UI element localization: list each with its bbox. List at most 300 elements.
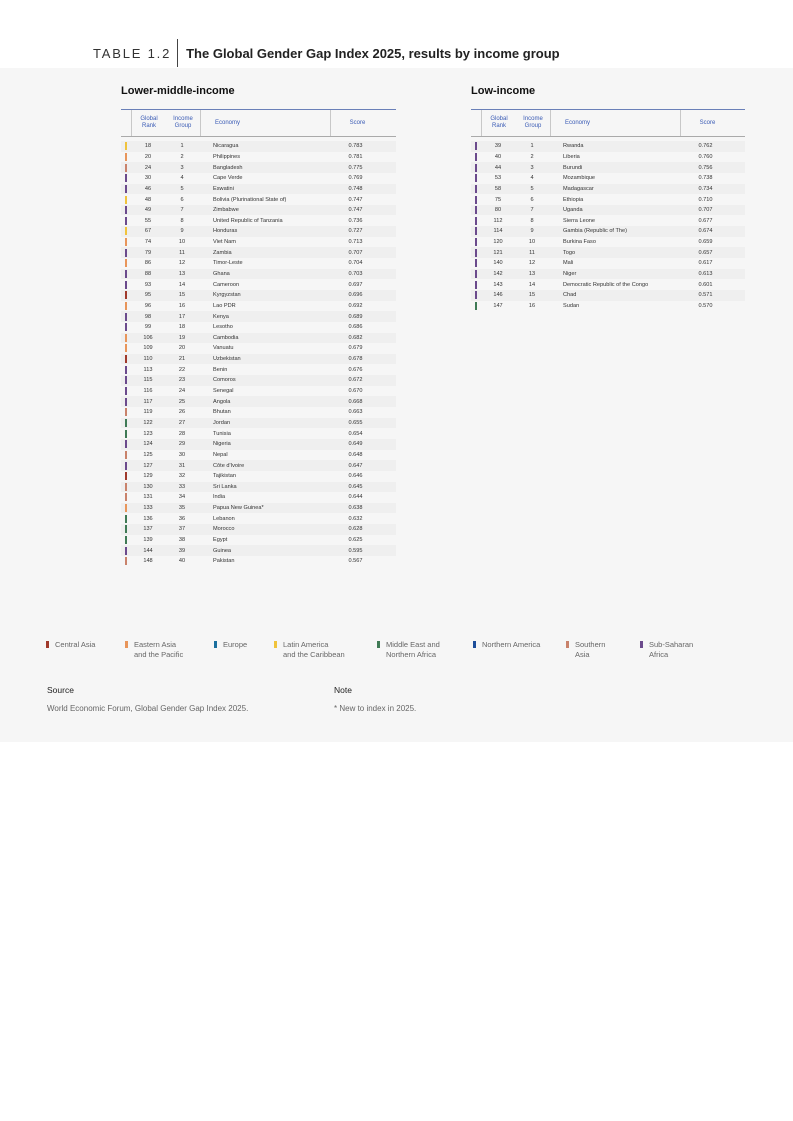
page-title: The Global Gender Gap Index 2025, results by income group bbox=[186, 45, 560, 61]
table-number: TABLE 1.2 bbox=[93, 45, 172, 61]
score-cell: 0.696 bbox=[348, 292, 363, 299]
table-low-income bbox=[471, 84, 745, 311]
region-marker bbox=[125, 313, 127, 321]
rank-cell: 96 bbox=[144, 302, 152, 309]
economy-cell: Gambia (Republic of The) bbox=[563, 228, 627, 235]
legend-item-middle-east bbox=[377, 640, 440, 659]
rank-cell: 130 bbox=[143, 483, 153, 490]
score-cell: 0.707 bbox=[698, 207, 713, 214]
group-cell: 31 bbox=[178, 462, 186, 469]
score-cell: 0.713 bbox=[348, 239, 363, 246]
region-marker bbox=[125, 557, 127, 565]
group-cell: 15 bbox=[178, 292, 186, 299]
region-marker bbox=[125, 291, 127, 299]
score-cell: 0.697 bbox=[348, 281, 363, 288]
region-marker bbox=[125, 515, 127, 523]
economy-cell: Bolivia (Plurinational State of) bbox=[213, 196, 287, 203]
table-header bbox=[93, 38, 560, 68]
region-marker bbox=[125, 302, 127, 310]
table-row bbox=[471, 301, 745, 312]
region-marker bbox=[125, 270, 127, 278]
region-marker bbox=[125, 472, 127, 480]
score-cell: 0.613 bbox=[698, 271, 713, 277]
col-group-label: Income Group bbox=[523, 116, 543, 129]
region-marker bbox=[125, 185, 127, 193]
score-cell: 0.646 bbox=[348, 473, 363, 480]
group-cell: 37 bbox=[178, 526, 186, 533]
economy-cell: Uganda bbox=[563, 207, 583, 214]
economy-cell: Uzbekistan bbox=[213, 356, 241, 363]
legend-swatch bbox=[125, 641, 128, 648]
rank-cell: 117 bbox=[143, 398, 153, 405]
group-cell: 11 bbox=[179, 249, 185, 256]
economy-cell: Senegal bbox=[213, 388, 234, 395]
region-marker bbox=[125, 217, 127, 225]
score-cell: 0.783 bbox=[348, 143, 363, 150]
table-row bbox=[121, 205, 396, 216]
region-marker bbox=[125, 164, 127, 172]
rank-cell: 119 bbox=[143, 409, 153, 416]
score-cell: 0.769 bbox=[348, 175, 363, 182]
economy-cell: Kyrgyzstan bbox=[213, 292, 241, 299]
economy-cell: Rwanda bbox=[563, 143, 584, 150]
region-marker bbox=[475, 164, 477, 172]
economy-cell: Pakistan bbox=[213, 558, 235, 565]
score-cell: 0.672 bbox=[348, 377, 363, 384]
group-cell: 12 bbox=[528, 260, 536, 267]
table-row bbox=[121, 535, 396, 546]
head-spacer bbox=[471, 110, 481, 136]
rank-cell: 80 bbox=[494, 207, 502, 214]
group-cell: 6 bbox=[180, 196, 184, 203]
score-cell: 0.676 bbox=[348, 366, 363, 373]
score-cell: 0.710 bbox=[698, 196, 713, 203]
legend-swatch bbox=[274, 641, 277, 648]
economy-cell: Bangladesh bbox=[213, 164, 243, 171]
table-row bbox=[121, 322, 396, 333]
note-block bbox=[334, 685, 416, 713]
score-cell: 0.738 bbox=[698, 175, 713, 182]
table-row bbox=[471, 205, 745, 216]
group-cell: 38 bbox=[178, 537, 186, 544]
region-marker bbox=[475, 217, 477, 225]
col-score-label: Score bbox=[349, 119, 366, 126]
region-marker bbox=[125, 440, 127, 448]
col-score bbox=[330, 110, 384, 136]
score-cell: 0.679 bbox=[348, 345, 363, 352]
region-marker bbox=[125, 536, 127, 544]
col-economy-label: Economy bbox=[565, 119, 591, 126]
table-row bbox=[121, 237, 396, 248]
score-cell: 0.703 bbox=[348, 271, 363, 277]
header-divider bbox=[177, 39, 178, 67]
rank-cell: 24 bbox=[144, 164, 152, 171]
economy-cell: Papua New Guinea* bbox=[213, 505, 264, 512]
rank-cell: 144 bbox=[143, 547, 153, 554]
region-marker bbox=[125, 227, 127, 235]
score-cell: 0.625 bbox=[348, 537, 363, 544]
rank-cell: 106 bbox=[143, 334, 153, 341]
economy-cell: Lesotho bbox=[213, 324, 233, 331]
rank-cell: 74 bbox=[144, 239, 152, 246]
economy-cell: Chad bbox=[563, 292, 577, 299]
group-cell: 29 bbox=[178, 441, 186, 448]
score-cell: 0.567 bbox=[348, 558, 363, 565]
group-cell: 15 bbox=[528, 292, 536, 299]
legend-swatch bbox=[640, 641, 643, 648]
rank-cell: 123 bbox=[143, 430, 153, 437]
table-row bbox=[121, 301, 396, 312]
legend-item-sub-saharan-africa bbox=[640, 640, 693, 659]
economy-cell: Egypt bbox=[213, 537, 228, 544]
group-cell: 2 bbox=[530, 153, 534, 160]
score-cell: 0.663 bbox=[348, 409, 363, 416]
note-heading: Note bbox=[334, 685, 352, 695]
rank-cell: 143 bbox=[493, 281, 503, 288]
score-cell: 0.617 bbox=[698, 260, 713, 267]
region-marker bbox=[475, 281, 477, 289]
rank-cell: 137 bbox=[143, 526, 153, 533]
group-cell: 7 bbox=[530, 207, 534, 214]
score-cell: 0.748 bbox=[348, 185, 363, 192]
rank-cell: 142 bbox=[493, 271, 503, 277]
rank-cell: 99 bbox=[144, 324, 152, 331]
table-row bbox=[121, 333, 396, 344]
rank-cell: 40 bbox=[494, 153, 502, 160]
rank-cell: 30 bbox=[144, 175, 152, 182]
legend-label: Central Asia bbox=[55, 640, 96, 649]
region-marker bbox=[125, 142, 127, 150]
score-cell: 0.654 bbox=[348, 430, 363, 437]
col-rank bbox=[131, 110, 166, 136]
table-body bbox=[121, 141, 396, 567]
table-row bbox=[121, 396, 396, 407]
region-marker bbox=[125, 408, 127, 416]
legend-label: Latin America and the Caribbean bbox=[283, 640, 345, 659]
table-row bbox=[121, 386, 396, 397]
economy-cell: Zimbabwe bbox=[213, 207, 239, 214]
economy-cell: Timor-Leste bbox=[213, 260, 243, 267]
group-cell: 36 bbox=[178, 515, 186, 522]
col-rank bbox=[481, 110, 516, 136]
table-row bbox=[121, 162, 396, 173]
economy-cell: Zambia bbox=[213, 249, 232, 256]
economy-cell: Lao PDR bbox=[213, 302, 236, 309]
region-marker bbox=[475, 174, 477, 182]
economy-cell: Democratic Republic of the Congo bbox=[563, 281, 649, 288]
rank-cell: 46 bbox=[144, 185, 152, 192]
table-row bbox=[121, 375, 396, 386]
table-row bbox=[471, 279, 745, 290]
economy-cell: Burkina Faso bbox=[563, 239, 596, 246]
region-legend bbox=[46, 640, 766, 664]
rank-cell: 133 bbox=[143, 505, 153, 512]
group-cell: 35 bbox=[178, 505, 186, 512]
region-marker bbox=[125, 483, 127, 491]
score-cell: 0.736 bbox=[348, 217, 363, 224]
region-marker bbox=[475, 291, 477, 299]
region-marker bbox=[125, 174, 127, 182]
region-marker bbox=[125, 525, 127, 533]
table-row bbox=[121, 290, 396, 301]
economy-cell: Tunisia bbox=[213, 430, 231, 437]
rank-cell: 55 bbox=[144, 217, 152, 224]
group-cell: 8 bbox=[180, 217, 184, 224]
table-row bbox=[121, 258, 396, 269]
score-cell: 0.674 bbox=[698, 228, 713, 235]
group-cell: 21 bbox=[178, 356, 186, 363]
score-cell: 0.647 bbox=[348, 462, 363, 469]
score-cell: 0.649 bbox=[348, 441, 363, 448]
table-row bbox=[121, 524, 396, 535]
group-cell: 9 bbox=[530, 228, 534, 235]
score-cell: 0.645 bbox=[348, 483, 363, 490]
group-cell: 5 bbox=[180, 185, 184, 192]
legend-swatch bbox=[214, 641, 217, 648]
table-row bbox=[471, 141, 745, 152]
economy-cell: Madagascar bbox=[563, 185, 594, 192]
table-row bbox=[121, 482, 396, 493]
col-economy bbox=[550, 110, 680, 136]
region-marker bbox=[125, 323, 127, 331]
group-cell: 16 bbox=[178, 302, 186, 309]
economy-cell: Guinea bbox=[213, 547, 232, 554]
legend-item-europe bbox=[214, 640, 247, 650]
rank-cell: 88 bbox=[144, 271, 152, 277]
economy-cell: Lebanon bbox=[213, 515, 235, 522]
table-row bbox=[121, 460, 396, 471]
economy-cell: Vanuatu bbox=[213, 345, 234, 352]
group-cell: 39 bbox=[178, 547, 186, 554]
score-cell: 0.657 bbox=[698, 249, 713, 256]
rank-cell: 114 bbox=[493, 228, 503, 235]
economy-cell: Comoros bbox=[213, 377, 236, 384]
region-marker bbox=[125, 249, 127, 257]
table-row bbox=[471, 173, 745, 184]
rank-cell: 95 bbox=[144, 292, 152, 299]
col-rank-label: Global Rank bbox=[140, 116, 158, 129]
score-cell: 0.670 bbox=[348, 388, 363, 395]
group-cell: 12 bbox=[178, 260, 186, 267]
economy-cell: Ghana bbox=[213, 271, 230, 277]
table-row bbox=[471, 152, 745, 163]
region-marker bbox=[125, 376, 127, 384]
rank-cell: 53 bbox=[494, 175, 502, 182]
rank-cell: 110 bbox=[143, 356, 153, 363]
table-row bbox=[121, 364, 396, 375]
table-row bbox=[121, 173, 396, 184]
group-cell: 40 bbox=[178, 558, 186, 565]
score-cell: 0.644 bbox=[348, 494, 363, 501]
rank-cell: 20 bbox=[144, 153, 152, 160]
region-marker bbox=[125, 196, 127, 204]
economy-cell: Benin bbox=[213, 366, 228, 373]
table-row bbox=[471, 194, 745, 205]
score-cell: 0.655 bbox=[348, 419, 363, 426]
group-cell: 10 bbox=[528, 239, 536, 246]
table-row bbox=[121, 418, 396, 429]
region-marker bbox=[125, 398, 127, 406]
region-marker bbox=[125, 334, 127, 342]
table-row bbox=[121, 407, 396, 418]
rank-cell: 86 bbox=[144, 260, 152, 267]
score-cell: 0.648 bbox=[348, 451, 363, 458]
rank-cell: 120 bbox=[493, 239, 503, 246]
region-marker bbox=[125, 366, 127, 374]
legend-swatch bbox=[377, 641, 380, 648]
group-cell: 13 bbox=[178, 271, 186, 277]
source-heading: Source bbox=[47, 685, 74, 695]
group-cell: 10 bbox=[178, 239, 186, 246]
group-cell: 6 bbox=[530, 196, 534, 203]
group-cell: 25 bbox=[178, 398, 186, 405]
economy-cell: Mali bbox=[563, 260, 574, 267]
score-cell: 0.689 bbox=[348, 313, 363, 320]
region-marker bbox=[475, 142, 477, 150]
table-row bbox=[121, 152, 396, 163]
col-score-label: Score bbox=[699, 119, 716, 126]
group-cell: 27 bbox=[178, 419, 186, 426]
region-marker bbox=[125, 153, 127, 161]
group-cell: 7 bbox=[180, 207, 184, 214]
rank-cell: 67 bbox=[144, 228, 152, 235]
group-cell: 2 bbox=[180, 153, 184, 160]
score-cell: 0.659 bbox=[698, 239, 713, 246]
group-cell: 4 bbox=[180, 175, 184, 182]
economy-cell: Sudan bbox=[563, 302, 580, 309]
region-marker bbox=[475, 185, 477, 193]
economy-cell: Nepal bbox=[213, 451, 228, 458]
group-cell: 4 bbox=[530, 175, 534, 182]
rank-cell: 93 bbox=[144, 281, 152, 288]
table-head bbox=[471, 109, 745, 137]
table-lower-middle-income bbox=[121, 84, 396, 567]
legend-item-latin-america bbox=[274, 640, 345, 659]
table-row bbox=[121, 556, 396, 567]
score-cell: 0.734 bbox=[698, 185, 713, 192]
rank-cell: 140 bbox=[493, 260, 503, 267]
rank-cell: 58 bbox=[494, 185, 502, 192]
rank-cell: 49 bbox=[144, 207, 152, 214]
table-row bbox=[121, 247, 396, 258]
legend-swatch bbox=[566, 641, 569, 648]
score-cell: 0.756 bbox=[698, 164, 713, 171]
economy-cell: Angola bbox=[213, 398, 231, 405]
group-cell: 17 bbox=[178, 313, 186, 320]
table-row bbox=[471, 258, 745, 269]
economy-cell: United Republic of Tanzania bbox=[213, 217, 283, 224]
table-row bbox=[121, 311, 396, 322]
table-row bbox=[121, 194, 396, 205]
rank-cell: 115 bbox=[143, 377, 153, 384]
rank-cell: 147 bbox=[493, 302, 503, 309]
economy-cell: Burundi bbox=[563, 164, 583, 171]
region-marker bbox=[125, 344, 127, 352]
economy-cell: Nicaragua bbox=[213, 143, 239, 150]
economy-cell: Kenya bbox=[213, 313, 229, 320]
economy-cell: Morocco bbox=[213, 526, 235, 533]
score-cell: 0.632 bbox=[348, 515, 363, 522]
rank-cell: 44 bbox=[494, 164, 502, 171]
rank-cell: 127 bbox=[143, 462, 153, 469]
note-text: * New to index in 2025. bbox=[334, 704, 417, 713]
rank-cell: 113 bbox=[143, 366, 153, 373]
group-cell: 32 bbox=[178, 473, 186, 480]
economy-cell: Honduras bbox=[213, 228, 238, 235]
group-cell: 3 bbox=[530, 164, 534, 171]
legend-label: Eastern Asia and the Pacific bbox=[134, 640, 184, 659]
rank-cell: 75 bbox=[494, 196, 502, 203]
economy-cell: Cambodia bbox=[213, 334, 239, 341]
group-cell: 8 bbox=[530, 217, 534, 224]
col-economy bbox=[200, 110, 330, 136]
rank-cell: 139 bbox=[143, 537, 153, 544]
region-marker bbox=[125, 355, 127, 363]
table-row bbox=[121, 513, 396, 524]
score-cell: 0.704 bbox=[348, 260, 363, 267]
economy-cell: Cameroon bbox=[213, 281, 240, 288]
legend-label: Northern America bbox=[482, 640, 541, 649]
col-economy-label: Economy bbox=[215, 119, 241, 126]
group-cell: 23 bbox=[178, 377, 186, 384]
score-cell: 0.692 bbox=[348, 302, 363, 309]
table-title: Low-income bbox=[471, 85, 536, 97]
score-cell: 0.628 bbox=[348, 526, 363, 533]
legend-label: Sub-Saharan Africa bbox=[649, 640, 694, 659]
table-row bbox=[471, 226, 745, 237]
group-cell: 34 bbox=[178, 494, 186, 501]
table-row bbox=[121, 439, 396, 450]
economy-cell: Côte d'Ivoire bbox=[213, 462, 245, 469]
score-cell: 0.677 bbox=[698, 217, 713, 224]
rank-cell: 116 bbox=[143, 388, 153, 395]
rank-cell: 148 bbox=[143, 558, 153, 565]
table-row bbox=[471, 162, 745, 173]
score-cell: 0.570 bbox=[698, 302, 713, 309]
region-marker bbox=[475, 153, 477, 161]
col-group bbox=[166, 110, 200, 136]
economy-cell: Liberia bbox=[563, 153, 580, 160]
score-cell: 0.727 bbox=[348, 228, 363, 235]
score-cell: 0.571 bbox=[698, 292, 713, 299]
group-cell: 13 bbox=[528, 271, 536, 277]
group-cell: 9 bbox=[180, 228, 184, 235]
legend-swatch bbox=[473, 641, 476, 648]
region-marker bbox=[475, 302, 477, 310]
economy-cell: Eswatini bbox=[213, 185, 234, 192]
rank-cell: 124 bbox=[143, 441, 153, 448]
economy-cell: Bhutan bbox=[213, 409, 231, 416]
table-row bbox=[121, 184, 396, 195]
rank-cell: 98 bbox=[144, 313, 152, 320]
group-cell: 3 bbox=[180, 164, 184, 171]
table-row bbox=[121, 279, 396, 290]
rank-cell: 146 bbox=[493, 292, 503, 299]
score-cell: 0.707 bbox=[348, 249, 363, 256]
legend-label: Middle East and Northern Africa bbox=[386, 640, 440, 659]
table-row bbox=[121, 226, 396, 237]
rank-cell: 39 bbox=[494, 143, 502, 150]
economy-cell: Togo bbox=[563, 249, 576, 256]
group-cell: 1 bbox=[180, 143, 184, 150]
group-cell: 14 bbox=[178, 281, 186, 288]
score-cell: 0.668 bbox=[348, 398, 363, 405]
region-marker bbox=[125, 504, 127, 512]
economy-cell: Mozambique bbox=[563, 175, 596, 182]
score-cell: 0.747 bbox=[348, 196, 363, 203]
col-group bbox=[516, 110, 550, 136]
table-row bbox=[121, 215, 396, 226]
